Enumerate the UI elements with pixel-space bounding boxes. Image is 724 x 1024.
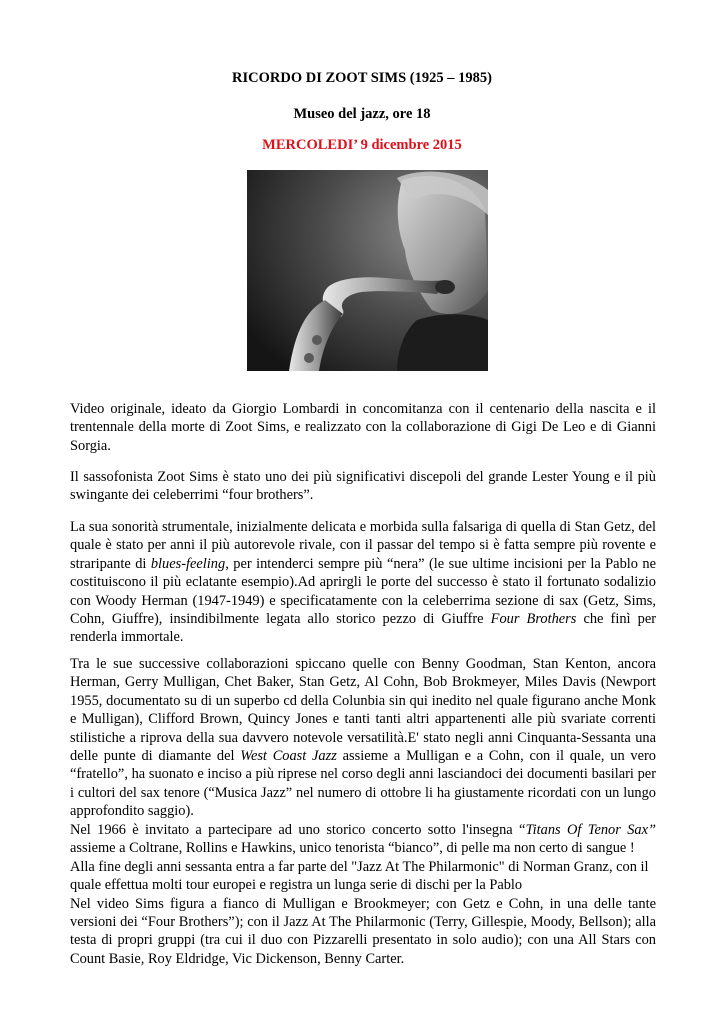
text-run: Nel 1966 è invitato a partecipare ad uno storico concerto sotto l'insegna “: [70, 822, 526, 838]
paragraph-later-career: [70, 821, 656, 968]
saxophonist-photo-art: [247, 170, 488, 371]
paragraph-later-career-text: [70, 821, 656, 858]
text-run: che finì per renderla immortale.: [70, 611, 657, 646]
text-run: assieme a Coltrane, Rollins e Hawkins, unico tenorista “bianco”, di pelle ma non certo di sangue !: [70, 840, 635, 857]
paragraph-lester-young: [70, 468, 656, 505]
text-run: Tra le sue successive collaborazioni spiccano quelle con Benny Goodman, Stan Kenton, ancora Herman, Gerry Mulligan, Chet Baker, Stan Getz, Al Cohn, Bob Brokmeyer, Miles Davis (Newport 1955, documentato su di un superbo cd della Colunbia sin qui inedito nel quale figurano anche Monk e Mulligan), Clifford Brown, Quincy Jones e tanti tanti altri appartenenti alle più svariate correnti stilistiche a riprova della sua davvero notevole versatilità.E' stato negli anni Cinquanta-Sessanta una delle punte di diamante del: [70, 656, 656, 765]
emphasis-west-coast-jazz: West Coast Jazz: [240, 748, 337, 765]
paragraph-lester-young-text: Il sassofonista Zoot Sims è stato uno dei più significativi discepoli del grande Lester Young e il più swingante dei celeberrimi “four brothers”.: [70, 469, 656, 504]
paragraph-video-text: Nel video Sims figura a fianco di Mulligan e Brookmeyer; con Getz e Cohn, in una delle tante versioni dei “Four Brothers”); con il Jazz At The Philarmonic (Terry, Gillespie, Moody, Bellson); alla testa di propri gruppi (tra cui il duo con Pizzarelli presentato in solo audio); con una All Stars con Count Basie, Roy Eldridge, Vic Dickenson, Benny Carter.: [70, 895, 656, 967]
paragraph-collaborations-text: [70, 655, 656, 821]
document-title: RICORDO DI ZOOT SIMS (1925 – 1985): [232, 70, 492, 86]
paragraph-jatp-text: Alla fine degli anni sessanta entra a far parte del "Jazz At The Philarmonic" di Norman Granz, con il quale effettua molti tour europei e registra un lunga serie di dischi per la Pablo: [70, 858, 649, 894]
event-location: Museo del jazz, ore 18: [293, 106, 431, 122]
paragraph-intro-text: Video originale, ideato da Giorgio Lombardi in concomitanza con il centenario della nascita e il trentennale della morte di Zoot Sims, e realizzato con la collaborazione di Gigi De Leo e di Gianni Sorgia.: [70, 401, 656, 454]
saxophonist-photo: [247, 170, 488, 371]
emphasis-titans-of-tenor-sax: Titans Of Tenor Sax”: [525, 822, 656, 838]
text-run: La sua sonorità strumentale, inizialmente delicata e morbida sulla falsariga di quella di Stan Getz, del quale è stato per anni il più autorevole rivale, con il passar del tempo si è fatta sempre più rovente e straripante di: [70, 519, 656, 572]
paragraph-sonority-text: [70, 518, 656, 647]
emphasis-blues-feeling: blues-feeling: [150, 555, 226, 572]
text-run: assieme a Mulligan e a Cohn, con il quale, un vero “fratello”, ha suonato e inciso a più riprese nel corso degli anni lasciandoci dei documenti basilari per i cultori del sax tenore (“Musica Jazz” nel numero di ottobre li ha giustamente ricordati con un lungo approfondito saggio).: [70, 748, 656, 820]
event-date: MERCOLEDI’ 9 dicembre 2015: [262, 137, 462, 153]
paragraph-intro: [70, 400, 656, 455]
emphasis-four-brothers: Four Brothers: [490, 611, 577, 628]
paragraph-collaborations: [70, 655, 656, 821]
paragraph-sonority: [70, 518, 656, 647]
text-run: , per intenderci sempre più “nera” (le sue ultime incisioni per la Pablo ne costituiscono il più eclatante esempio).Ad aprirgli le porte del successo è stato il fortunato sodalizio con Woody Herman (1947-1949) e specificatamente con la celeberrima sezione di sax (Getz, Sims, Cohn, Giuffre), insindibilmente legata allo storico pezzo di Giuffre: [70, 555, 657, 628]
